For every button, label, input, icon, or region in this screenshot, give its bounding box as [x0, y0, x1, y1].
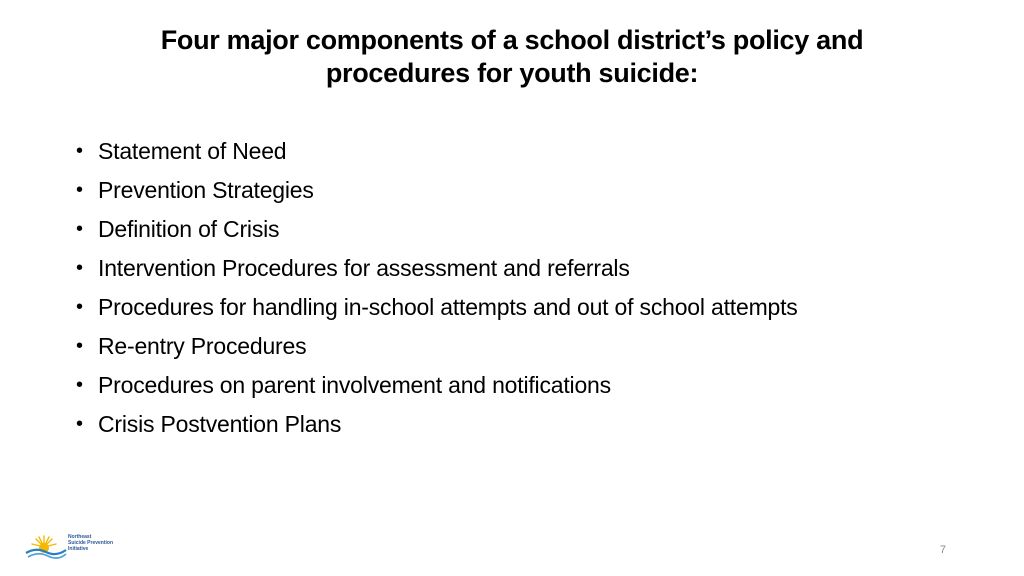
- bullet-icon: •: [76, 374, 83, 396]
- bullet-text: Crisis Postvention Plans: [98, 411, 342, 437]
- bullet-item-crisis-postvention: [76, 410, 876, 439]
- bullet-icon: •: [76, 218, 83, 240]
- logo-line-3: Initiative: [68, 546, 89, 552]
- bullet-text: Statement of Need: [98, 138, 287, 164]
- bullet-item-parent-involvement: [76, 371, 876, 400]
- bullet-item-re-entry-procedures: [76, 332, 876, 361]
- bullet-icon: •: [76, 257, 83, 279]
- bullet-text: Prevention Strategies: [98, 177, 314, 203]
- bullet-text: Definition of Crisis: [98, 216, 280, 242]
- bullet-item-definition-of-crisis: [76, 215, 876, 244]
- logo-text: [68, 534, 113, 552]
- bullet-text: Procedures on parent involvement and notifications: [98, 372, 611, 398]
- bullet-list: [76, 137, 876, 449]
- bullet-text: Intervention Procedures for assessment and referrals: [98, 255, 630, 281]
- organization-logo: [24, 532, 114, 562]
- slide-title: Four major components of a school district’s policy and procedures for youth suicide:: [160, 25, 864, 88]
- bullet-icon: •: [76, 296, 83, 318]
- bullet-icon: •: [76, 179, 83, 201]
- page-number: 7: [939, 544, 946, 556]
- bullet-icon: •: [76, 335, 83, 357]
- bullet-icon: •: [76, 140, 83, 162]
- bullet-icon: •: [76, 413, 83, 435]
- logo-line-2: Suicide Prevention: [68, 540, 114, 546]
- bullet-item-intervention-procedures: [76, 254, 876, 283]
- bullet-item-handling-attempts: [76, 293, 876, 322]
- bullet-text: Re-entry Procedures: [98, 333, 307, 359]
- bullet-text: Procedures for handling in-school attempts and out of school attempts: [98, 294, 798, 320]
- logo-line-1: Northeast: [68, 534, 92, 540]
- sun-wave-logo-icon: [24, 532, 68, 562]
- bullet-item-prevention-strategies: [76, 176, 876, 205]
- bullet-item-statement-of-need: [76, 137, 876, 166]
